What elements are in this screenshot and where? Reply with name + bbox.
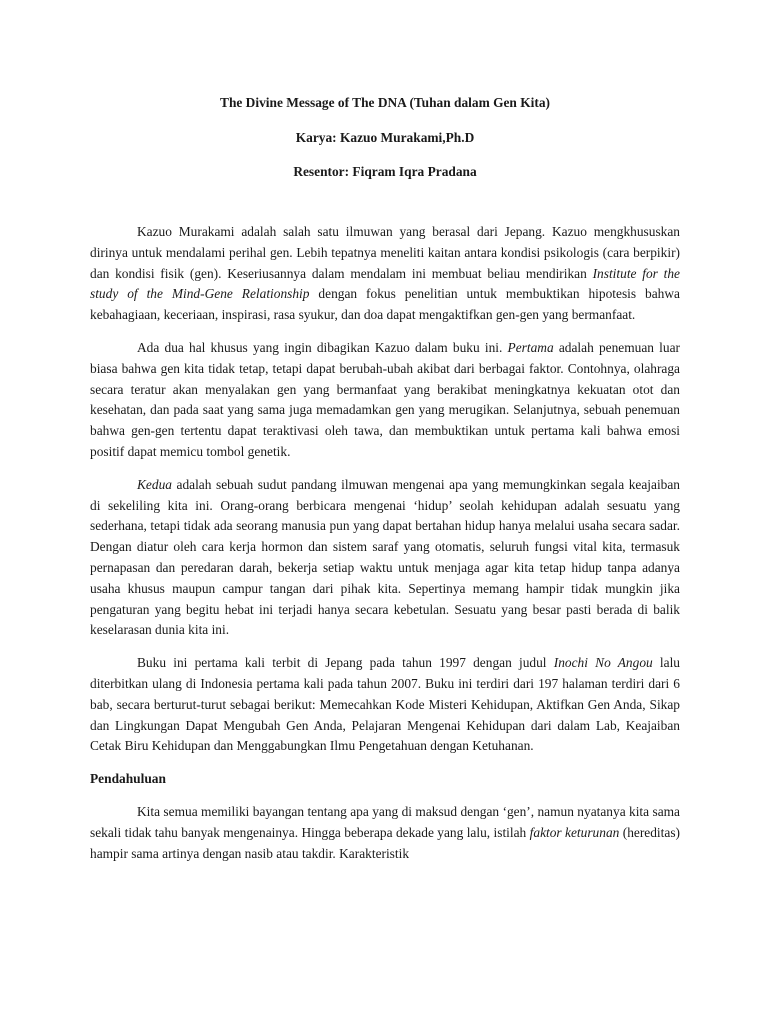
paragraph-text: lalu diterbitkan ulang di Indonesia pertama kali pada tahun 2007. Buku ini terdiri dari 197 halaman terdiri dari 6 bab, secara berturut-turut sebagai berikut: Memecahkan Kode Misteri Kehidupan, Aktifkan Gen Anda, Sikap dan Lingkungan Dapat Mengubah Gen Anda, Pelajaran Mengenai Kehidupan dari dalam Lab, Keajaiban Cetak Biru Kehidupan dan Menggabungkan Ilmu Pengetahuan dengan Ketuhanan.	[90, 655, 681, 754]
paragraph-publication	[90, 653, 680, 757]
paragraph-intro	[90, 222, 680, 326]
paragraph-introduction-body	[90, 802, 680, 864]
paragraph-second-point	[90, 475, 680, 641]
paragraph-text: Kita semua memiliki bayangan tentang apa yang di maksud dengan ‘gen’, namun nyatanya kita sama sekali tidak tahu banyak mengenainya. Hingga beberapa dekade yang lalu, istilah	[90, 803, 680, 840]
paragraph-text: Buku ini pertama kali terbit di Jepang pada tahun 1997 dengan judul	[137, 655, 554, 671]
original-title: Inochi No Angou	[553, 655, 653, 671]
section-heading: Pendahuluan	[90, 771, 166, 787]
term-faktor-keturunan: faktor keturunan	[529, 824, 620, 840]
emphasis-pertama: Pertama	[507, 339, 554, 355]
paragraph-first-point	[90, 338, 680, 463]
paragraph-text: Ada dua hal khusus yang ingin dibagikan Kazuo dalam buku ini.	[137, 339, 508, 355]
author-line: Karya: Kazuo Murakami,Ph.D	[295, 130, 475, 145]
paragraph-text: adalah sebuah sudut pandang ilmuwan mengenai apa yang memungkinkan segala keajaiban di sekeliling kita ini. Orang-orang berbicara mengenai ‘hidup’ seolah kehidupan adalah sesuatu yang sederhana, tetapi tidak ada seorang manusia pun yang dapat bertahan hidup hanya melalui usaha secara sadar. Dengan diatur oleh cara kerja hormon dan sistem saraf yang otomatis, seluruh fungsi vital kita, termasuk pernapasan dan peredaran darah, bekerja setiap waktu untuk menjaga agar kita tetap hidup tanpa adanya usaha khusus maupun campur tangan dari pihak kita. Sepertinya memang hampir tidak mungkin jika pengaturan yang begitu hebat ini terjadi hanya secara kebetulan. Sesuatu yang besar pasti berada di balik keselarasan dunia kita ini.	[90, 476, 680, 638]
paragraph-text: Kazuo Murakami adalah salah satu ilmuwan yang berasal dari Jepang. Kazuo mengkhususkan dirinya untuk mendalami perihal gen. Lebih tepatnya meneliti kaitan antara kondisi psikologis (cara berpikir) dan kondisi fisik (gen). Keseriusannya dalam mendalam ini membuat beliau mendirikan	[90, 224, 680, 281]
institute-name: Institute for the study of the Mind-Gene Relationship	[90, 265, 680, 302]
emphasis-kedua: Kedua	[137, 476, 172, 492]
paragraph-text: adalah penemuan luar biasa bahwa gen kita tidak tetap, tetapi dapat berubah-ubah akibat dari berbagai faktor. Contohnya, olahraga secara teratur akan menyalakan gen yang bermanfaat yang berakibat meningkatnya kekuatan otot dan kesehatan, dan pada saat yang sama juga memadamkan gen yang merugikan. Selanjutnya, sebuah penemuan bahwa gen-gen tertentu dapat teraktivasi oleh tawa, dan membuktikan untuk pertama kali bahwa emosi positif dapat memicu tombol genetik.	[90, 339, 680, 459]
paragraph-text: (hereditas) hampir sama artinya dengan nasib atau takdir. Karakteristik	[90, 824, 680, 861]
reviewer-line: Resentor: Fiqram Iqra Pradana	[293, 164, 477, 179]
paragraph-text: dengan fokus penelitian untuk membuktikan hipotesis bahwa kebahagiaan, keceriaan, inspirasi, rasa syukur, dan doa dapat mengaktifkan gen-gen yang bermanfaat.	[90, 286, 680, 323]
document-title: The Divine Message of The DNA (Tuhan dalam Gen Kita)	[220, 95, 550, 110]
